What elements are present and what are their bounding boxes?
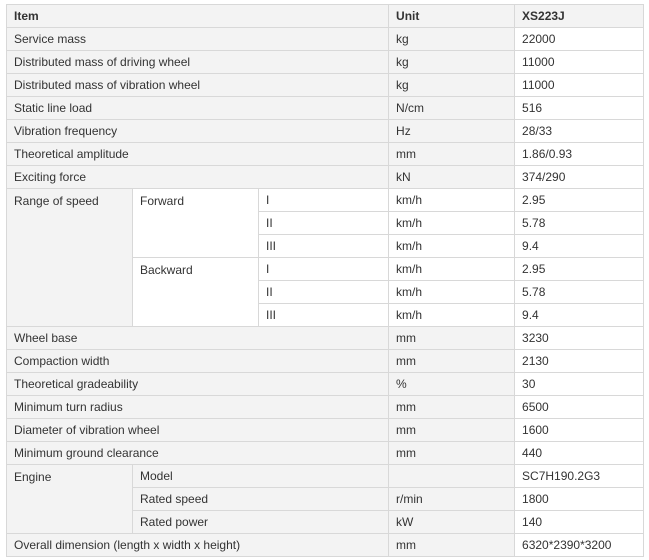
row-value: 516: [515, 97, 644, 120]
row-value: 374/290: [515, 166, 644, 189]
row-value: 1800: [515, 488, 644, 511]
row-unit: mm: [389, 350, 515, 373]
table-row: [7, 120, 644, 143]
table-row: [7, 28, 644, 51]
row-label: Diameter of vibration wheel: [7, 419, 389, 442]
row-value: 11000: [515, 51, 644, 74]
row-value: 11000: [515, 74, 644, 97]
row-unit: km/h: [389, 281, 515, 304]
row-value: 9.4: [515, 304, 644, 327]
row-unit: mm: [389, 442, 515, 465]
row-value: 9.4: [515, 235, 644, 258]
gear-label: III: [259, 235, 389, 258]
table-row: [7, 143, 644, 166]
row-unit: km/h: [389, 235, 515, 258]
row-unit: km/h: [389, 304, 515, 327]
row-unit: kN: [389, 166, 515, 189]
row-unit: km/h: [389, 212, 515, 235]
row-value: 1.86/0.93: [515, 143, 644, 166]
table-row: [7, 74, 644, 97]
row-unit: N/cm: [389, 97, 515, 120]
spec-table: [6, 4, 644, 557]
row-unit: kW: [389, 511, 515, 534]
row-label: Vibration frequency: [7, 120, 389, 143]
row-label: Overall dimension (length x width x height): [7, 534, 389, 557]
table-row: [7, 419, 644, 442]
row-unit: Hz: [389, 120, 515, 143]
header-unit: Unit: [389, 5, 515, 28]
row-label: Rated power: [133, 511, 389, 534]
gear-label: II: [259, 212, 389, 235]
backward-label: Backward: [133, 258, 259, 327]
row-unit: r/min: [389, 488, 515, 511]
row-label: Distributed mass of driving wheel: [7, 51, 389, 74]
row-unit: [389, 465, 515, 488]
row-unit: mm: [389, 419, 515, 442]
row-unit: mm: [389, 396, 515, 419]
table-row: [7, 396, 644, 419]
header-model: XS223J: [515, 5, 644, 28]
table-row: [7, 166, 644, 189]
gear-label: II: [259, 281, 389, 304]
row-label: Distributed mass of vibration wheel: [7, 74, 389, 97]
row-value: 1600: [515, 419, 644, 442]
row-value: 440: [515, 442, 644, 465]
table-row: [7, 465, 644, 488]
row-label: Theoretical amplitude: [7, 143, 389, 166]
row-label: Minimum ground clearance: [7, 442, 389, 465]
table-header-row: [7, 5, 644, 28]
table-row: [7, 327, 644, 350]
row-value: 28/33: [515, 120, 644, 143]
row-label: Model: [133, 465, 389, 488]
row-value: 2130: [515, 350, 644, 373]
row-unit: mm: [389, 327, 515, 350]
row-value: 22000: [515, 28, 644, 51]
row-label: Wheel base: [7, 327, 389, 350]
row-unit: kg: [389, 51, 515, 74]
row-unit: %: [389, 373, 515, 396]
table-row: [7, 373, 644, 396]
header-item: Item: [7, 5, 389, 28]
table-row: [7, 51, 644, 74]
row-label: Exciting force: [7, 166, 389, 189]
row-unit: km/h: [389, 189, 515, 212]
row-value: 6320*2390*3200: [515, 534, 644, 557]
table-row: [7, 189, 644, 212]
row-unit: mm: [389, 143, 515, 166]
row-value: 3230: [515, 327, 644, 350]
row-value: 6500: [515, 396, 644, 419]
gear-label: III: [259, 304, 389, 327]
engine-label: Engine: [7, 465, 133, 534]
row-value: 30: [515, 373, 644, 396]
row-value: 2.95: [515, 189, 644, 212]
row-label: Theoretical gradeability: [7, 373, 389, 396]
row-label: Minimum turn radius: [7, 396, 389, 419]
row-unit: km/h: [389, 258, 515, 281]
row-unit: mm: [389, 534, 515, 557]
table-row: [7, 97, 644, 120]
row-unit: kg: [389, 74, 515, 97]
row-value: 2.95: [515, 258, 644, 281]
table-row: [7, 350, 644, 373]
gear-label: I: [259, 189, 389, 212]
forward-label: Forward: [133, 189, 259, 258]
row-value: SC7H190.2G3: [515, 465, 644, 488]
gear-label: I: [259, 258, 389, 281]
row-label: Compaction width: [7, 350, 389, 373]
row-unit: kg: [389, 28, 515, 51]
row-value: 5.78: [515, 281, 644, 304]
table-row: [7, 534, 644, 557]
table-row: [7, 442, 644, 465]
row-value: 140: [515, 511, 644, 534]
row-value: 5.78: [515, 212, 644, 235]
row-label: Rated speed: [133, 488, 389, 511]
row-label: Static line load: [7, 97, 389, 120]
row-label: Service mass: [7, 28, 389, 51]
speed-range-label: Range of speed: [7, 189, 133, 327]
